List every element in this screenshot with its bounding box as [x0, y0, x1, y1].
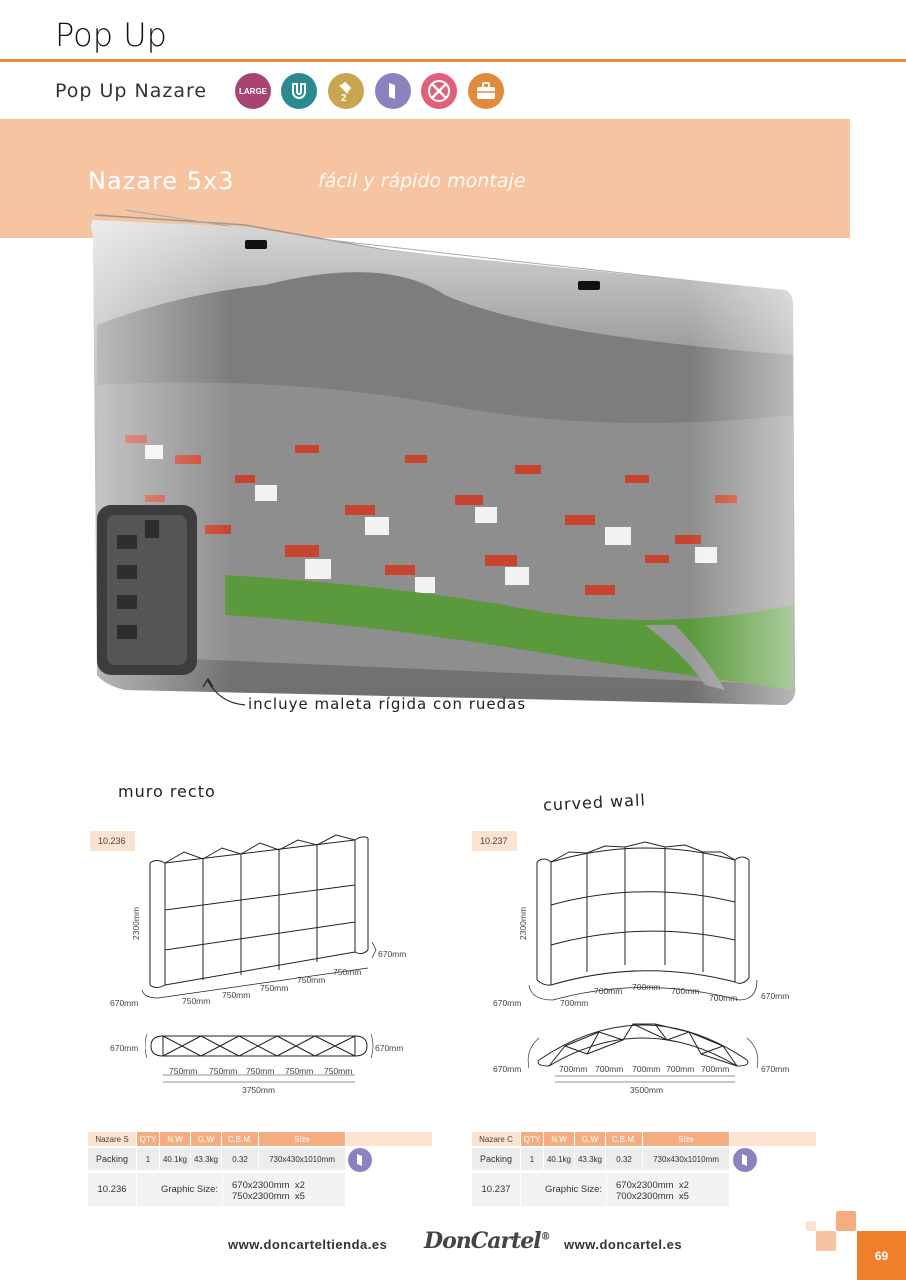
- spec-left-packing: Packing: [88, 1148, 136, 1170]
- spec-left-graphic-1: 670x2300mm x2: [232, 1180, 305, 1191]
- spec-right-cbm: 0.32: [606, 1148, 642, 1170]
- curved-panel-3: 700mm: [632, 982, 661, 992]
- spec-right-nw: 40.1kg: [544, 1148, 574, 1170]
- large-icon: [235, 73, 271, 109]
- magnet-icon: [281, 73, 317, 109]
- spec-left-graphic-2: 750x2300mm x5: [232, 1191, 305, 1202]
- straight-panel-5: 750mm: [333, 967, 362, 977]
- straight-plan-panel-2: 750mm: [209, 1066, 238, 1076]
- curved-plan-panel-4: 700mm: [666, 1064, 695, 1074]
- spec-left-header-nw: N.W: [160, 1132, 190, 1146]
- straight-panel-1: 750mm: [182, 996, 211, 1006]
- footer-link-main[interactable]: www.doncartel.es: [564, 1237, 683, 1252]
- footer-logo: [424, 1228, 550, 1254]
- straight-panel-4: 750mm: [297, 975, 326, 985]
- arrow-icon: [200, 675, 250, 715]
- curved-plan-panel-5: 700mm: [701, 1064, 730, 1074]
- spec-right-qty: 1: [521, 1148, 543, 1170]
- straight-plan-right: 670mm: [375, 1043, 404, 1053]
- spec-right-graphic-1: 670x2300mm x2: [616, 1180, 689, 1191]
- spec-right-header-nw: N.W: [544, 1132, 574, 1146]
- no-tools-icon: [421, 73, 457, 109]
- curved-plan-panel-1: 700mm: [559, 1064, 588, 1074]
- spec-left-cbm: 0.32: [222, 1148, 258, 1170]
- spec-right-graphic-2: 700x2300mm x5: [616, 1191, 689, 1202]
- straight-total: 3750mm: [242, 1085, 276, 1095]
- product-photo: [85, 205, 805, 725]
- spec-left-qty: 1: [137, 1148, 159, 1170]
- decor-square: [816, 1231, 836, 1251]
- page-title: Pop Up: [55, 16, 167, 54]
- curved-plan-right: 670mm: [761, 1064, 790, 1074]
- straight-plan-panel-4: 750mm: [285, 1066, 314, 1076]
- spec-left-gw: 43.3kg: [191, 1148, 221, 1170]
- straight-plan-left: 670mm: [110, 1043, 139, 1053]
- spec-right-code: 10.237: [472, 1173, 520, 1206]
- spec-left-name: Nazare S: [88, 1132, 136, 1146]
- curved-depth-right: 670mm: [761, 991, 790, 1001]
- spec-left-graphic-sizes: [232, 1180, 305, 1202]
- curved-height: 2300mm: [518, 906, 528, 940]
- straight-panel-2: 750mm: [222, 990, 251, 1000]
- spec-right-packing: Packing: [472, 1148, 520, 1170]
- spec-right-graphic-sizes: [616, 1180, 689, 1202]
- hero-tagline: fácil y rápido montaje: [318, 170, 526, 192]
- hero-title: Nazare 5x3: [88, 167, 235, 195]
- title-divider: [0, 59, 906, 62]
- spec-right-header-cbm: C.B.M.: [606, 1132, 642, 1146]
- spec-left-header-gw: G.W: [191, 1132, 221, 1146]
- spec-right-size: 730x430x1010mm: [643, 1148, 729, 1170]
- curved-panel-5: 700mm: [709, 993, 738, 1003]
- footer-logo-text: DonCartel: [424, 1228, 541, 1254]
- spec-left-nw: 40.1kg: [160, 1148, 190, 1170]
- spec-left-header-cbm: C.B.M.: [222, 1132, 258, 1146]
- straight-plan-panel-3: 750mm: [246, 1066, 275, 1076]
- hammer-icon-count: 2: [341, 93, 347, 104]
- straight-panel-3: 750mm: [260, 983, 289, 993]
- curved-plan-left: 670mm: [493, 1064, 522, 1074]
- case-icon: [468, 73, 504, 109]
- spec-right-header-size: Size: [643, 1132, 729, 1146]
- case-note: incluye maleta rígida con ruedas: [248, 695, 527, 713]
- curved-panel-2: 700mm: [594, 986, 623, 996]
- curved-heading: curved wall: [542, 790, 647, 815]
- curved-panel-4: 700mm: [671, 986, 700, 996]
- spec-right-graphic-label: Graphic Size:: [521, 1173, 606, 1206]
- curved-panel-1: 700mm: [560, 998, 589, 1008]
- curved-code-tag: 10.237: [472, 831, 517, 851]
- footer-link-tienda[interactable]: www.doncarteltienda.es: [228, 1237, 388, 1252]
- curved-total: 3500mm: [630, 1085, 664, 1095]
- footer-logo-mark: ®: [540, 1231, 550, 1243]
- product-subtitle: Pop Up Nazare: [55, 80, 208, 102]
- spec-right-name: Nazare C: [472, 1132, 520, 1146]
- spec-left-code: 10.236: [88, 1173, 136, 1206]
- spec-right-header-gw: G.W: [575, 1132, 605, 1146]
- straight-heading: muro recto: [118, 782, 216, 801]
- curved-plan-panel-2: 700mm: [595, 1064, 624, 1074]
- spec-left-panel-icon: [348, 1148, 372, 1172]
- curved-depth-left: 670mm: [493, 998, 522, 1008]
- spec-left-size: 730x430x1010mm: [259, 1148, 345, 1170]
- straight-height: 2300mm: [131, 906, 141, 940]
- hammer-icon: [328, 73, 364, 109]
- spec-left-header-size: Size: [259, 1132, 345, 1146]
- straight-depth-left: 670mm: [110, 998, 139, 1008]
- spec-left-graphic-label: Graphic Size:: [137, 1173, 222, 1206]
- large-icon-label: LARGE: [239, 86, 267, 96]
- page-number: 69: [857, 1231, 906, 1280]
- straight-plan-panel-5: 750mm: [324, 1066, 353, 1076]
- decor-square: [806, 1221, 816, 1231]
- spec-right-panel-icon: [733, 1148, 757, 1172]
- straight-code-tag: 10.236: [90, 831, 135, 851]
- spec-right-header-blank: [730, 1132, 816, 1146]
- panel-icon: [375, 73, 411, 109]
- straight-depth-right: 670mm: [378, 949, 407, 959]
- decor-square: [836, 1211, 856, 1231]
- spec-left-header-blank: [346, 1132, 432, 1146]
- spec-right-gw: 43.3kg: [575, 1148, 605, 1170]
- straight-plan-panel-1: 750mm: [169, 1066, 198, 1076]
- curved-plan-panel-3: 700mm: [632, 1064, 661, 1074]
- spec-right-header-qty: QTY: [521, 1132, 543, 1146]
- spec-left-header-qty: QTY: [137, 1132, 159, 1146]
